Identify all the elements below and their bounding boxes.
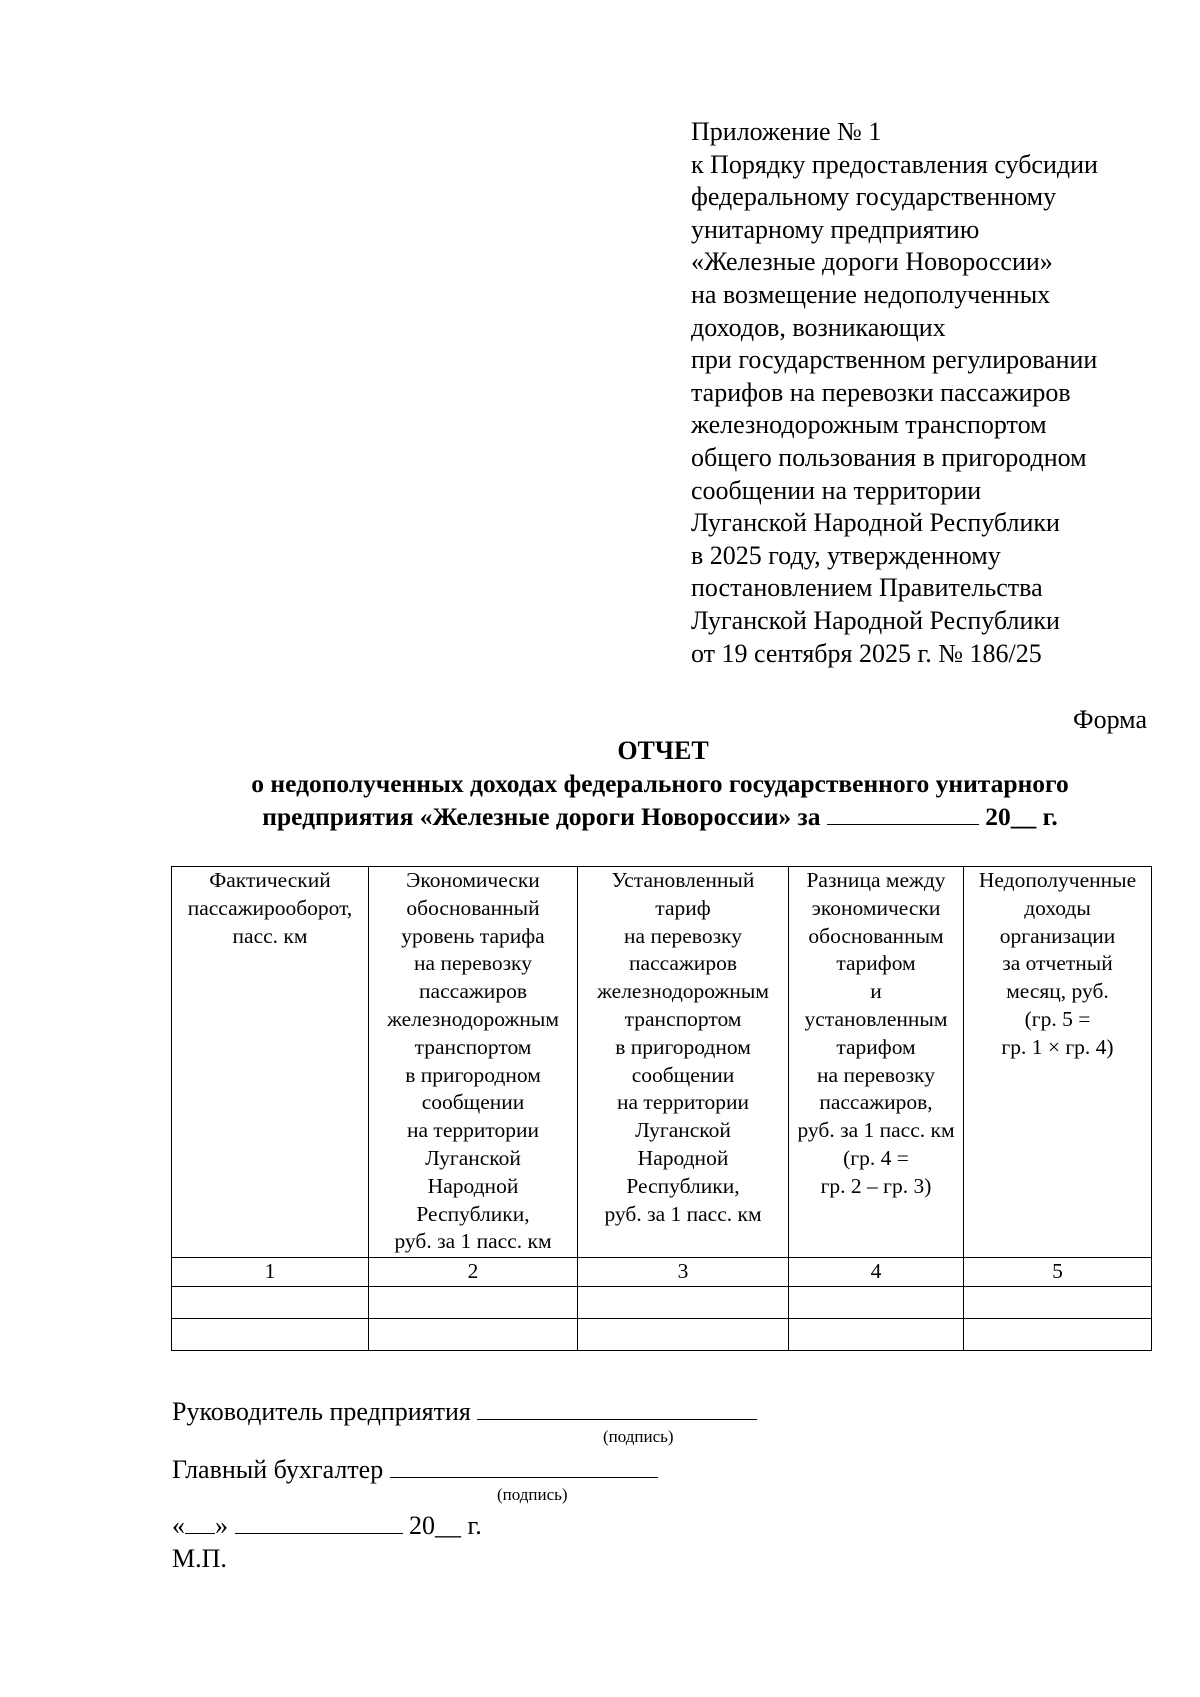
- report-subtitle-prefix: предприятия «Железные дороги Новороссии» за: [262, 802, 821, 831]
- accountant-signature-blank: [390, 1453, 658, 1478]
- month-blank: [235, 1509, 403, 1534]
- appendix-line: тарифов на перевозки пассажиров: [691, 377, 1071, 407]
- head-signature-caption: (подпись): [603, 1427, 674, 1446]
- empty-cell: [789, 1287, 964, 1319]
- column-number: 4: [789, 1258, 964, 1287]
- appendix-line: к Порядку предоставления субсидии: [691, 149, 1098, 179]
- empty-cell: [964, 1287, 1152, 1319]
- form-label: Форма: [1073, 705, 1147, 734]
- table-number-row: [172, 1258, 1152, 1287]
- accountant-signature-line: [172, 1453, 658, 1486]
- day-blank: [185, 1509, 215, 1534]
- column-number: 3: [578, 1258, 789, 1287]
- header-cell-established-tariff: Установленный тариф на перевозку пассажиров железнодорожным транспортом в пригородном сообщении на территории Луганской Народной Республики, руб. за 1 пасс. км: [578, 867, 789, 1258]
- stamp-label: М.П.: [172, 1544, 227, 1573]
- empty-cell: [369, 1319, 578, 1351]
- appendix-block: [691, 116, 1171, 670]
- appendix-line: сообщении на территории: [691, 475, 982, 505]
- header-cell-actual-passenger-turnover: Фактический пассажирооборот, пасс. км: [172, 867, 369, 1258]
- report-subtitle-line2: [170, 800, 1150, 833]
- appendix-line: железнодорожным транспортом: [691, 410, 1047, 440]
- report-heading: [170, 767, 1150, 833]
- empty-cell: [964, 1319, 1152, 1351]
- header-cell-tariff-difference: Разница между экономически обоснованным тарифом и установленным тарифом на перевозку пассажиров, руб. за 1 пасс. км (гр. 4 = гр. 2 – гр. 3): [789, 867, 964, 1258]
- appendix-line: общего пользования в пригородном: [691, 442, 1087, 472]
- date-quote-open: «: [172, 1511, 185, 1540]
- date-quote-close: »: [215, 1511, 228, 1540]
- header-cell-economic-tariff: Экономически обоснованный уровень тарифа на перевозку пассажиров железнодорожным транспортом в пригородном сообщении на территории Луганской Народной Республики, руб. за 1 пасс. км: [369, 867, 578, 1258]
- empty-cell: [789, 1319, 964, 1351]
- empty-cell: [578, 1287, 789, 1319]
- column-number: 2: [369, 1258, 578, 1287]
- appendix-line: Луганской Народной Республики: [691, 508, 1060, 538]
- appendix-line: федеральному государственному: [691, 182, 1057, 212]
- head-signature-line: [172, 1395, 757, 1428]
- appendix-line: Луганской Народной Республики: [691, 605, 1060, 635]
- table-header-row: [172, 867, 1152, 1258]
- period-blank: [827, 800, 979, 825]
- date-line: [172, 1509, 482, 1542]
- table-row: [172, 1319, 1152, 1351]
- table-row: [172, 1287, 1152, 1319]
- column-number: 1: [172, 1258, 369, 1287]
- head-label: Руководитель предприятия: [172, 1397, 471, 1426]
- report-title: ОТЧЕТ: [617, 736, 709, 765]
- appendix-line: доходов, возникающих: [691, 312, 946, 342]
- report-subtitle-line1: о недополученных доходах федерального государственного унитарного: [251, 769, 1069, 798]
- appendix-line: «Железные дороги Новороссии»: [691, 247, 1053, 277]
- empty-cell: [578, 1319, 789, 1351]
- empty-cell: [369, 1287, 578, 1319]
- header-cell-lost-income: Недополученные доходы организации за отчетный месяц, руб. (гр. 5 = гр. 1 × гр. 4): [964, 867, 1152, 1258]
- appendix-line: унитарному предприятию: [691, 214, 980, 244]
- head-signature-blank: [477, 1395, 757, 1420]
- report-table: [171, 866, 1152, 1351]
- column-number: 5: [964, 1258, 1152, 1287]
- appendix-line: в 2025 году, утвержденному: [691, 540, 1001, 570]
- appendix-line: на возмещение недополученных: [691, 279, 1051, 309]
- accountant-signature-caption: (подпись): [497, 1485, 568, 1504]
- appendix-line: постановлением Правительства: [691, 573, 1043, 603]
- empty-cell: [172, 1287, 369, 1319]
- report-subtitle-year: 20__ г.: [985, 802, 1058, 831]
- appendix-line: от 19 сентября 2025 г. № 186/25: [691, 638, 1042, 668]
- accountant-label: Главный бухгалтер: [172, 1455, 384, 1484]
- date-year: 20__ г.: [409, 1511, 482, 1540]
- empty-cell: [172, 1319, 369, 1351]
- appendix-line: при государственном регулировании: [691, 345, 1098, 375]
- appendix-line: Приложение № 1: [691, 117, 882, 146]
